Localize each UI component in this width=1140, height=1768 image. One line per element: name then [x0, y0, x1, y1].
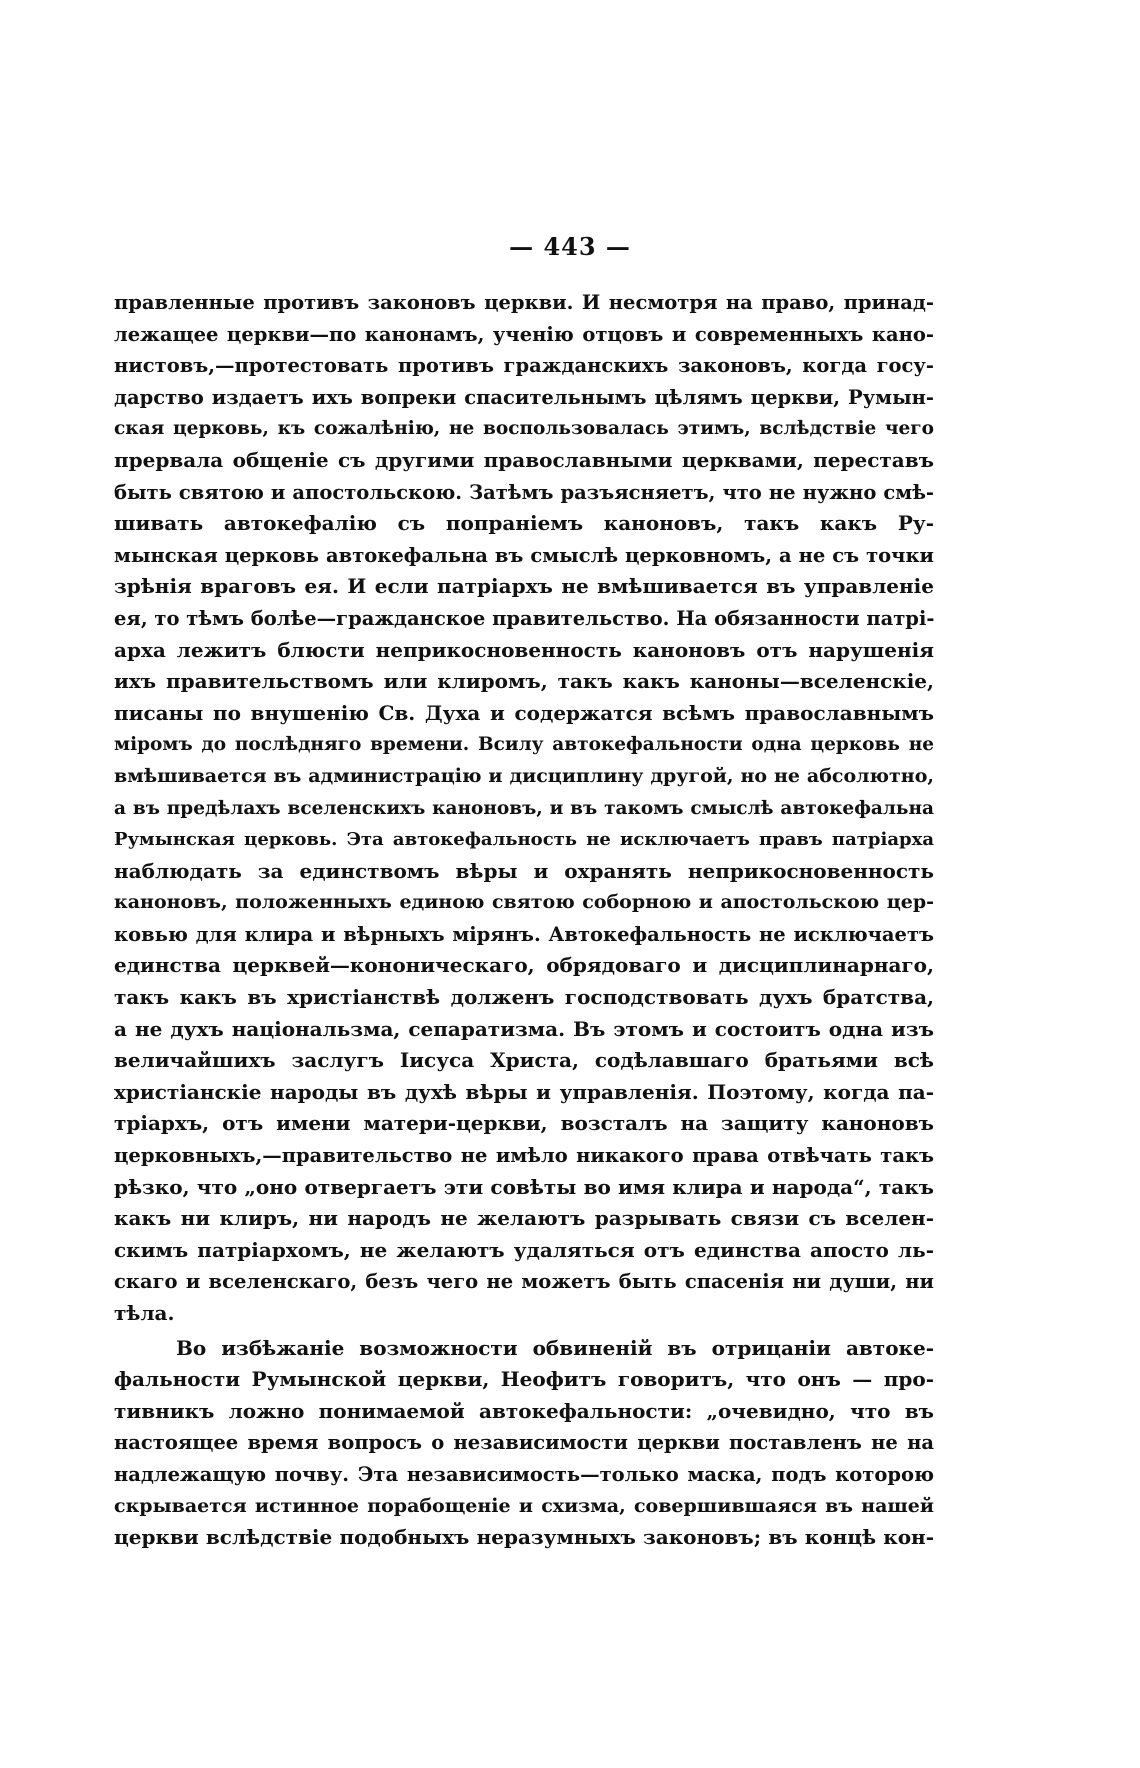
text-line: скимъ патріархомъ, не желаютъ удаляться отъ единства апосто ль- — [114, 1237, 934, 1262]
paragraph-1 — [114, 287, 934, 1330]
text-line: какъ ни клиръ, ни народъ не желаютъ разрывать связи съ вселен- — [114, 1206, 934, 1231]
page-number: — 443 — — [509, 232, 631, 261]
text-line: настоящее время вопросъ о независимости церкви поставленъ не на — [114, 1431, 934, 1455]
text-line: каноновъ, положенныхъ единою святою соборною и апостольскою цер- — [114, 891, 934, 914]
text-line: а въ предѣлахъ вселенскихъ каноновъ, и въ такомъ смыслѣ автокефальна — [114, 797, 934, 819]
text-line: ея, то тѣмъ болѣе—гражданское правительство. На обязанности патрі- — [114, 606, 934, 630]
text-line: шивать автокефалію съ попраніемъ каноновъ, такъ какъ Ру- — [114, 511, 934, 536]
text-line: единства церквей—кононическаго, обрядоваго и дисциплинарнаго, — [114, 953, 934, 978]
text-line: скаго и вселенскаго, безъ чего не можетъ быть спасенія ни души, ни — [114, 1270, 934, 1294]
text-line: нистовъ,—протестовать противъ гражданскихъ законовъ, когда госу- — [114, 354, 934, 378]
paragraph-2 — [114, 1333, 934, 1554]
text-line: тѣла. — [114, 1301, 175, 1325]
text-line: а не духъ національзма, сепаратизма. Въ этомъ и состоитъ одна изъ — [114, 1016, 934, 1041]
text-line: ская церковь, къ сожалѣнію, не воспользовалась этимъ, вслѣдствіе чего — [114, 418, 934, 440]
text-line: Во избѣжаніе возможности обвиненій въ отрицаніи автоке- — [176, 1335, 934, 1360]
text-line: тріархъ, отъ имени матери-церкви, возсталъ на защиту каноновъ — [114, 1111, 934, 1136]
text-line: писаны по внушенію Св. Духа и содержатся всѣмъ православнымъ — [114, 700, 934, 725]
text-line: церковныхъ,—правительство не имѣло никакого права отвѣчать такъ — [114, 1144, 934, 1168]
text-line: правленные противъ законовъ церкви. И несмотря на право, принад- — [114, 291, 934, 314]
text-line: лежащее церкви—по канонамъ, ученію отцовъ и современныхъ кано- — [114, 322, 934, 346]
text-line: христіанскіе народы въ духѣ вѣры и управленія. Поэтому, когда па- — [114, 1079, 934, 1104]
text-line: міромъ до послѣдняго времени. Всилу автокефальности одна церковь не — [114, 734, 934, 756]
text-line: Румынская церковь. Эта автокефальность не исключаетъ правъ патріарха — [114, 829, 934, 851]
text-line: вмѣшивается въ администрацію и дисциплину другой, но не абсолютно, — [114, 764, 934, 787]
text-line: мынская церковь автокефальна въ смыслѣ церковномъ, а не съ точки — [114, 543, 934, 567]
text-line: ковью для клира и вѣрныхъ мірянъ. Автокефальность не исключаетъ — [114, 922, 934, 946]
text-line: наблюдать за единствомъ вѣры и охранять неприкосновенность — [114, 858, 934, 883]
text-line: арха лежитъ блюсти неприкосновенность каноновъ отъ нарушенія — [114, 637, 934, 662]
text-line: величайшихъ заслугъ Іисуса Христа, содѣлавшаго братьями всѣ — [114, 1048, 934, 1073]
text-line: быть святою и апостольскою. Затѣмъ разъясняетъ, что не нужно смѣ- — [114, 480, 934, 504]
text-line: фальности Румынской церкви, Неофитъ говоритъ, что онъ — про- — [114, 1367, 934, 1392]
text-line: скрывается истинное порабощеніе и схизма, совершившаяся въ нашей — [114, 1494, 934, 1517]
text-line: церкви вслѣдствіе подобныхъ неразумныхъ законовъ; въ концѣ кон- — [114, 1525, 934, 1550]
text-line: такъ какъ въ христіанствѣ долженъ господствовать духъ братства, — [114, 985, 934, 1010]
text-line: рѣзко, что „оно отвергаетъ эти совѣты во имя клира и народа“, такъ — [114, 1174, 934, 1199]
text-line: надлежащую почву. Эта независимость—только маска, подъ которою — [114, 1462, 934, 1486]
text-line: тивникъ ложно понимаемой автокефальности: „очевидно, что въ — [114, 1398, 934, 1423]
text-line: зрѣнія враговъ ея. И если патріархъ не вмѣшивается въ управленіе — [114, 574, 934, 599]
text-line: дарство издаетъ ихъ вопреки спасительнымъ цѣлямъ церкви, Румын- — [114, 385, 934, 409]
body-text — [114, 287, 934, 1554]
text-line: прервала общеніе съ другими православными церквами, переставъ — [114, 447, 934, 472]
text-line: ихъ правительствомъ или клиромъ, такъ какъ каноны—вселенскіе, — [114, 669, 934, 694]
